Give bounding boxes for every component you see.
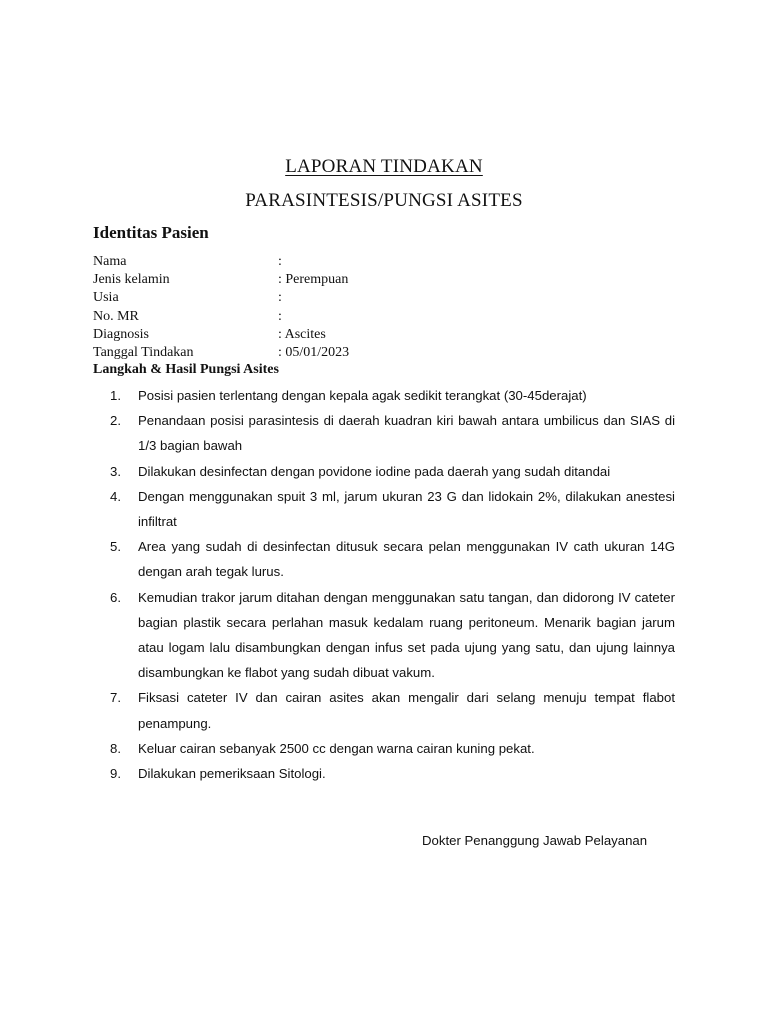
list-item xyxy=(110,383,675,408)
step-text: Fiksasi cateter IV dan cairan asites akan mengalir dari selang menuju tempat flabot penampung. xyxy=(138,690,675,731)
identity-row-gender xyxy=(93,271,693,289)
procedure-steps-heading: Langkah & Hasil Pungsi Asites xyxy=(93,362,279,377)
list-item xyxy=(110,585,675,686)
step-text: Posisi pasien terlentang dengan kepala agak sedikit terangkat (30-45derajat) xyxy=(138,388,587,403)
step-text: Area yang sudah di desinfectan ditusuk secara pelan menggunakan IV cath ukuran 14G dengan arah tegak lurus. xyxy=(138,539,675,580)
step-text: Dilakukan desinfectan dengan povidone iodine pada daerah yang sudah ditandai xyxy=(138,463,611,479)
patient-identity-table xyxy=(93,253,693,362)
identity-label: Diagnosis xyxy=(93,326,149,342)
identity-row-age xyxy=(93,289,693,307)
list-item xyxy=(110,408,675,458)
step-number: 9. xyxy=(110,766,121,782)
patient-identity-heading: Identitas Pasien xyxy=(93,223,209,242)
list-item xyxy=(110,736,675,761)
list-item xyxy=(110,761,675,786)
identity-value: : xyxy=(278,308,282,324)
step-number: 2. xyxy=(110,413,121,429)
identity-label: Usia xyxy=(93,290,119,306)
identity-label: No. MR xyxy=(93,308,139,324)
identity-value: : xyxy=(278,290,282,306)
step-number: 4. xyxy=(110,488,121,504)
identity-label: Tanggal Tindakan xyxy=(93,344,194,360)
list-item xyxy=(110,534,675,584)
step-text: Penandaan posisi parasintesis di daerah kuadran kiri bawah antara umbilicus dan SIAS di 1/3 bagian bawah xyxy=(138,413,675,454)
identity-value: : 05/01/2023 xyxy=(278,344,350,360)
identity-row-mr-number xyxy=(93,308,693,326)
list-item xyxy=(110,484,675,534)
identity-value: : Ascites xyxy=(278,326,326,342)
identity-label: Jenis kelamin xyxy=(93,272,170,288)
signature-label: Dokter Penanggung Jawab Pelayanan xyxy=(422,833,648,848)
step-number: 6. xyxy=(110,589,121,605)
step-text: Keluar cairan sebanyak 2500 cc dengan warna cairan kuning pekat. xyxy=(138,740,535,756)
identity-row-name xyxy=(93,253,693,271)
step-number: 7. xyxy=(110,690,121,706)
step-number: 3. xyxy=(110,463,121,479)
list-item xyxy=(110,685,675,735)
identity-row-procedure-date xyxy=(93,344,693,362)
identity-value: : Perempuan xyxy=(278,272,349,288)
procedure-steps-list xyxy=(110,383,675,786)
step-text: Dilakukan pemeriksaan Sitologi. xyxy=(138,766,326,782)
report-title: LAPORAN TINDAKAN xyxy=(285,156,483,177)
step-text: Kemudian trakor jarum ditahan dengan menggunakan satu tangan, dan didorong IV cateter bagian plastik secara perlahan masuk kedalam ruang peritoneum. Menarik bagian jarum atau logam lalu disambungkan dengan infus set pada ujung yang satu, dan ujung lainnya disambungkan ke flabot yang sudah dibuat vakum. xyxy=(138,589,675,681)
step-text: Dengan menggunakan spuit 3 ml, jarum ukuran 23 G dan lidokain 2%, dilakukan anestesi infiltrat xyxy=(138,488,675,530)
list-item xyxy=(110,459,675,484)
identity-label: Nama xyxy=(93,254,127,269)
step-number: 1. xyxy=(110,388,121,403)
step-number: 8. xyxy=(110,740,121,756)
identity-value: : xyxy=(278,254,282,269)
identity-row-diagnosis xyxy=(93,326,693,344)
step-number: 5. xyxy=(110,539,121,555)
procedure-title: PARASINTESIS/PUNGSI ASITES xyxy=(245,190,523,211)
